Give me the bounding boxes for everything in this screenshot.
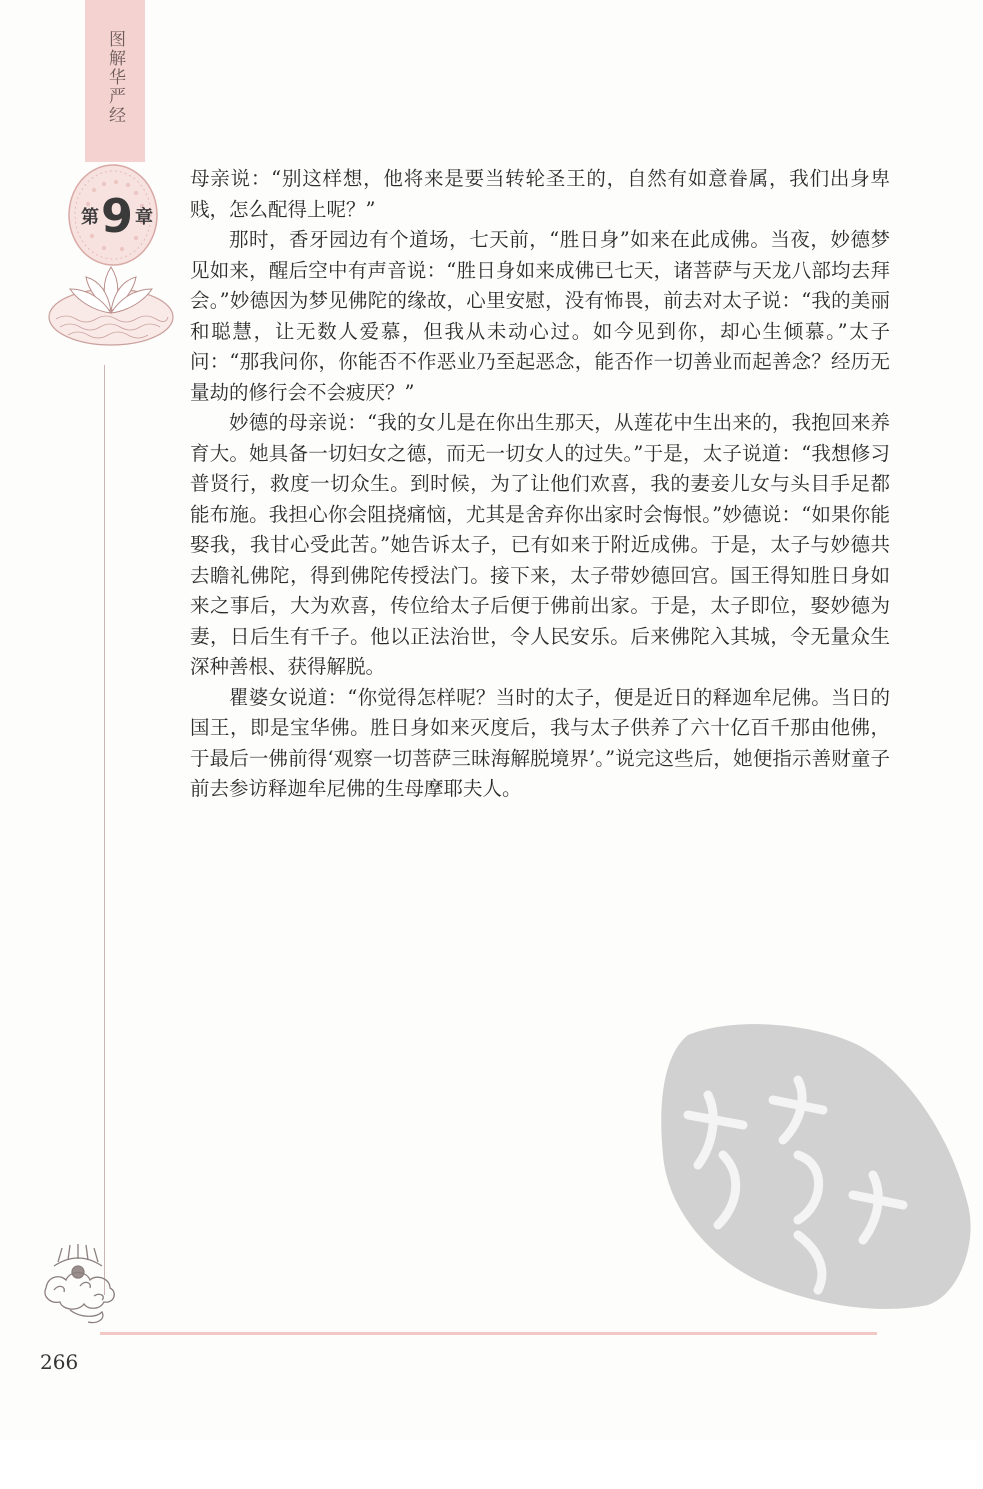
- book-title: 图解华严经: [105, 30, 125, 125]
- chapter-suffix: 章: [135, 207, 153, 228]
- paragraph: 妙德的母亲说：“我的女儿是在你出生那天，从莲花中生出来的，我抱回来养育大。她具备一切妇女之德，而无一切女人的过失。”于是，太子说道：“我想修习普贤行，救度一切众生。到时候，为了让他们欢喜，我的妻妾儿女与头目手足都能布施。我担心你会阻挠痛恼，尤其是舍弃你出家时会悔恨。”妙德说：“如果你能娶我，我甘心受此苦。”她告诉太子，已有如来于附近成佛。于是，太子与妙德共去瞻礼佛陀，得到佛陀传授法门。接下来，太子带妙德回宫。国王得知胜日身如来之事后，大为欢喜，传位给太子后便于佛前出家。于是，太子即位，娶妙德为妻，日后生有千子。他以正法治世，令人民安乐。后来佛陀入其城，令无量众生深种善根、获得解脱。: [190, 411, 890, 678]
- lotus-icon: [46, 255, 176, 350]
- footer-rule: [100, 1332, 877, 1335]
- chapter-number: 9: [100, 189, 133, 243]
- chapter-label: [72, 186, 162, 246]
- cloud-ornament-icon: [40, 1240, 120, 1325]
- seal-watermark-icon: [648, 1005, 983, 1325]
- scan-margin: [0, 1440, 983, 1489]
- page-number: 266: [40, 1350, 79, 1374]
- paragraph: 瞿婆女说道：“你觉得怎样呢？当时的太子，便是近日的释迦牟尼佛。当日的国王，即是宝华佛。胜日身如来灭度后，我与太子供养了六十亿百千那由他佛，于最后一佛前得‘观察一切菩萨三昧海解脱境界’。”说完这些后，她便指示善财童子前去参访释迦牟尼佛的生母摩耶夫人。: [190, 685, 890, 800]
- main-text: [190, 164, 890, 805]
- chapter-prefix: 第: [80, 207, 99, 228]
- paragraph: 那时，香牙园边有个道场，七天前，“胜日身”如来在此成佛。当夜，妙德梦见如来，醒后空中有声音说：“胜日身如来成佛已七天，诸菩萨与天龙八部均去拜会。”妙德因为梦见佛陀的缘故，心里安慰，没有怖畏，前去对太子说：“我的美丽和聪慧，让无数人爱慕，但我从未动心过。如今见到你，却心生倾慕。”太子问：“那我问你，你能否不作恶业乃至起恶念，能否作一切善业而起善念？经历无量劫的修行会不会疲厌？”: [190, 228, 890, 404]
- side-divider: [104, 365, 105, 1295]
- paragraph: 母亲说：“别这样想，他将来是要当转轮圣王的，自然有如意眷属，我们出身卑贱，怎么配得上呢？”: [190, 167, 890, 221]
